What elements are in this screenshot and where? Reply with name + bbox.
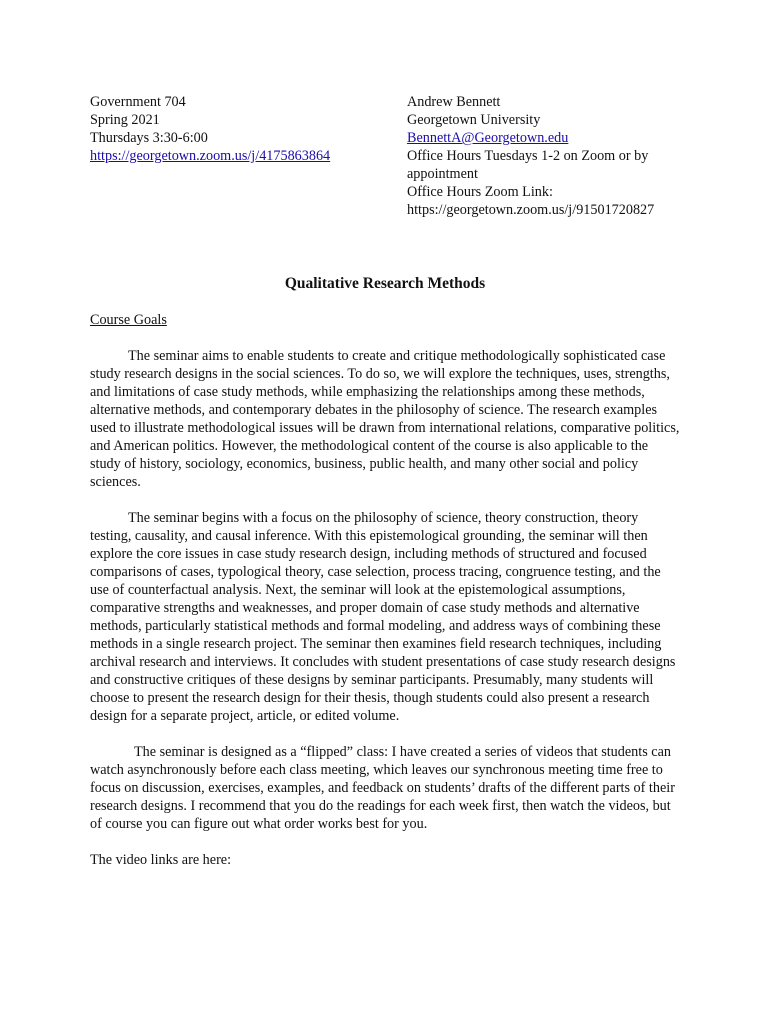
- course-number: Government 704: [90, 94, 186, 110]
- instructor-info: [407, 93, 682, 219]
- paragraph-goals-2: The seminar begins with a focus on the philosophy of science, theory construction, theory testing, causality, and causal inference. With this epistemological grounding, the seminar will then explore the core issues in case study research design, including methods of structured and focused comparisons of cases, typological theory, case selection, process tracing, congruence testing, and the use of counterfactual analysis. Next, the seminar will look at the epistemological assumptions, comparative strengths and weaknesses, and proper domain of case study methods and alternative methods, particularly statistical methods and formal modeling, and address ways of combining these methods in a single research project. The seminar then examines field research techniques, including archival research and interviews. It concludes with student presentations of case study research designs and constructive critiques of these designs by seminar participants. Presumably, many students will choose to present the research design for their thesis, though students could also present a research design for a separate project, article, or edited volume.: [90, 510, 676, 724]
- paragraph-goals-1: The seminar aims to enable students to create and critique methodologically sophisticated case study research designs in the social sciences. To do so, we will explore the techniques, uses, strengths, and limitations of case study methods, while emphasizing the relationships among these methods, alternative methods, and contemporary debates in the philosophy of science. The research examples used to illustrate methodological issues will be drawn from international relations, comparative politics, and American politics. However, the methodological content of the course is also applicable to the study of history, sociology, economics, business, public health, and many other social and policy sciences.: [90, 348, 680, 490]
- syllabus-header: [90, 93, 680, 223]
- paragraph-flipped-class: The seminar is designed as a “flipped” class: I have created a series of videos that students can watch asynchronously before each class meeting, which leaves our synchronous meeting time free to focus on discussion, exercises, examples, and feedback on students’ drafts of the different parts of their research designs. I recommend that you do the readings for each week first, then watch the videos, but of course you can figure out what order works best for you.: [90, 744, 675, 832]
- class-zoom-link[interactable]: https://georgetown.zoom.us/j/4175863864: [90, 148, 331, 164]
- office-hours-zoom-url: https://georgetown.zoom.us/j/91501720827: [407, 202, 655, 218]
- document-title: Qualitative Research Methods: [284, 275, 486, 292]
- office-hours-line2: appointment: [407, 166, 478, 182]
- office-hours-line1: Office Hours Tuesdays 1-2 on Zoom or by: [407, 148, 649, 164]
- instructor-university: Georgetown University: [407, 112, 541, 128]
- office-hours-zoom-label: Office Hours Zoom Link:: [407, 184, 553, 200]
- course-time: Thursdays 3:30-6:00: [90, 130, 208, 146]
- section-heading-course-goals: Course Goals: [90, 312, 167, 328]
- document-page: [90, 93, 680, 869]
- instructor-email-link[interactable]: BennettA@Georgetown.edu: [407, 130, 569, 146]
- instructor-name: Andrew Bennett: [407, 94, 501, 110]
- course-info: [90, 93, 390, 165]
- course-term: Spring 2021: [90, 112, 160, 128]
- paragraph-video-links: The video links are here:: [90, 852, 232, 868]
